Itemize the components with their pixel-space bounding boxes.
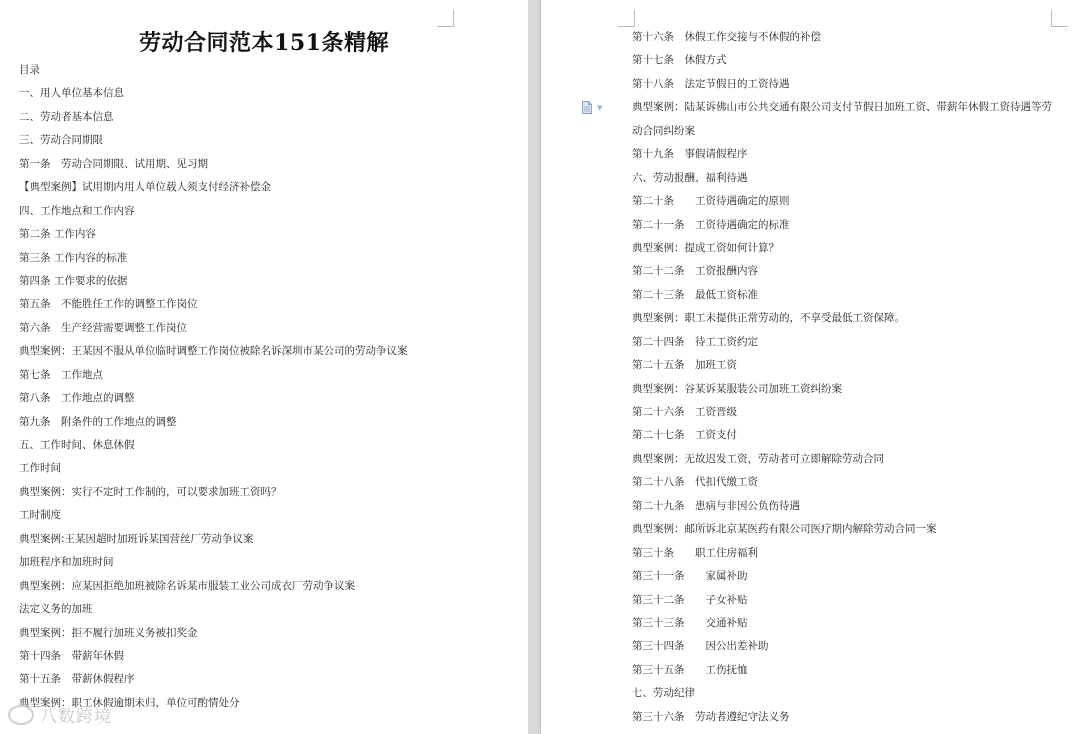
text-line: 第三十二条 子女补贴 bbox=[632, 593, 748, 606]
text-line: 第二条 工作内容 bbox=[19, 228, 96, 241]
text-line: 第一条 劳动合同期限、试用期、见习期 bbox=[19, 157, 208, 170]
document-icon[interactable] bbox=[582, 101, 592, 114]
right-page-text-lines bbox=[632, 26, 1052, 729]
page-gutter bbox=[528, 0, 541, 734]
text-line: 第三十三条 交通补贴 bbox=[632, 616, 748, 629]
text-line: 第八条 工作地点的调整 bbox=[19, 392, 135, 405]
text-line: 典型案例：无故迟发工资，劳动者可立即解除劳动合同 bbox=[632, 452, 884, 465]
text-line: 工时制度 bbox=[19, 509, 61, 522]
text-line: 第二十条 工资待遇确定的原则 bbox=[632, 195, 790, 208]
text-line: 第十四条 带薪年休假 bbox=[19, 649, 124, 662]
text-line: 目录 bbox=[19, 64, 40, 76]
text-line: 典型案例：谷某诉某服装公司加班工资纠纷案 bbox=[632, 382, 842, 395]
text-line: 典型案例：职工休假逾期未归，单位可酌情处分 bbox=[19, 696, 240, 709]
text-line: 典型案例：实行不定时工作制的，可以要求加班工资吗？ bbox=[19, 485, 282, 498]
text-line: 典型案例：职工未提供正常劳动的，不享受最低工资保障。 bbox=[632, 312, 905, 325]
document-title: 劳动合同范本151条精解 bbox=[139, 30, 389, 56]
dropdown-arrow-icon[interactable]: ▼ bbox=[597, 104, 603, 112]
text-line: 第二十五条 加班工资 bbox=[632, 359, 737, 372]
text-line: 第十五条 带薪休假程序 bbox=[19, 673, 135, 686]
text-line: 第二十二条 工资报酬内容 bbox=[632, 265, 758, 278]
text-line: 第二十八条 代扣代缴工资 bbox=[632, 476, 758, 489]
text-line: 工作时间 bbox=[19, 462, 61, 475]
text-line: 第十九条 事假请假程序 bbox=[632, 148, 748, 161]
text-line: 典型案例：邮所诉北京某医药有限公司医疗期内解除劳动合同一案 bbox=[632, 523, 937, 536]
watermark-text: 八数跨境 bbox=[40, 707, 112, 727]
text-line: 第三条 工作内容的标准 bbox=[19, 251, 128, 264]
text-line: 【典型案例】试用期内用人单位载人须支付经济补偿金 bbox=[19, 181, 271, 194]
text-line: 典型案例：提成工资如何计算？ bbox=[632, 241, 779, 254]
text-line: 第二十七条 工资支付 bbox=[632, 429, 737, 442]
text-line: 动合同纠纷案 bbox=[632, 124, 695, 137]
text-line: 第四条 工作要求的依据 bbox=[19, 274, 128, 287]
text-line: 第十八条 法定节假日的工资待遇 bbox=[632, 77, 790, 90]
text-line: 第二十三条 最低工资标准 bbox=[632, 288, 758, 301]
text-line: 第三十一条 家属补助 bbox=[632, 570, 748, 583]
text-line: 六、劳动报酬、福利待遇 bbox=[632, 171, 748, 184]
text-line: 典型案例:王某因超时加班诉某国营丝厂劳动争议案 bbox=[19, 532, 254, 545]
text-line: 第三十条 职工住房福利 bbox=[632, 546, 758, 559]
text-line: 第七条 工作地点 bbox=[19, 368, 103, 381]
text-line: 五、工作时间、休息休假 bbox=[19, 439, 135, 451]
text-line: 典型案例：王某因不服从单位临时调整工作岗位被除名诉深圳市某公司的劳动争议案 bbox=[19, 345, 408, 358]
text-line: 典型案例：拒不履行加班义务被扣奖金 bbox=[19, 626, 198, 639]
crop-mark bbox=[437, 10, 454, 27]
crop-mark bbox=[1051, 10, 1068, 27]
text-line: 典型案例：陆某诉佛山市公共交通有限公司支付节假日加班工资、带薪年休假工资待遇等劳 bbox=[632, 101, 1052, 114]
text-line: 第二十四条 待工工资约定 bbox=[632, 335, 758, 348]
text-line: 四、工作地点和工作内容 bbox=[19, 204, 135, 217]
text-line: 第二十六条 工资晋级 bbox=[632, 406, 737, 418]
text-line: 法定义务的加班 bbox=[19, 603, 93, 616]
left-page-text-lines bbox=[19, 59, 408, 715]
text-line: 第九条 附条件的工作地点的调整 bbox=[19, 415, 177, 428]
text-line: 二、劳动者基本信息 bbox=[19, 110, 114, 123]
text-line: 典型案例：应某因拒绝加班被除名诉某市服装工业公司成衣厂劳动争议案 bbox=[19, 579, 355, 592]
text-line: 加班程序和加班时间 bbox=[19, 556, 114, 569]
text-line: 第三十五条 工伤抚恤 bbox=[632, 663, 748, 676]
text-line: 第二十一条 工资待遇确定的标准 bbox=[632, 218, 790, 231]
text-line: 第二十九条 患病与非因公负伤待遇 bbox=[632, 499, 800, 512]
text-line: 第十六条 休假工作交接与不休假的补偿 bbox=[632, 31, 821, 43]
text-line: 第五条 不能胜任工作的调整工作岗位 bbox=[19, 298, 198, 311]
watermark bbox=[8, 702, 112, 727]
text-line: 一、用人单位基本信息 bbox=[19, 87, 124, 100]
text-line: 第六条 生产经营需要调整工作岗位 bbox=[19, 321, 187, 334]
text-line: 第三十六条 劳动者遵纪守法义务 bbox=[632, 710, 790, 723]
watermark-logo-icon bbox=[8, 705, 34, 725]
crop-mark bbox=[618, 10, 635, 27]
text-line: 七、劳动纪律 bbox=[632, 687, 695, 700]
text-line: 第三十四条 因公出差补助 bbox=[632, 640, 769, 653]
text-line: 第十七条 休假方式 bbox=[632, 54, 727, 67]
text-line: 三、劳动合同期限 bbox=[19, 134, 103, 147]
